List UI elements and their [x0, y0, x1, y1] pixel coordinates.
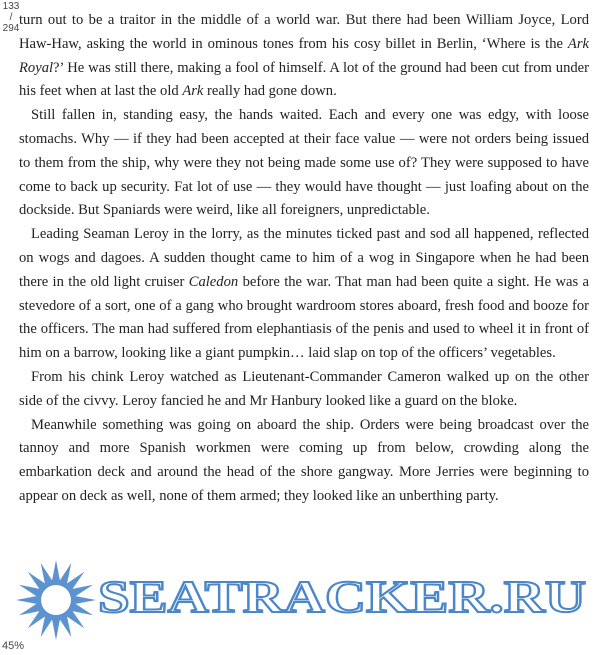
- page-number-indicator: [1, 1, 21, 34]
- text-run: before the war. That man had been quite a sight. He was a stevedore of a sort, one of a gang who brought wardroom stores aboard, fresh food and booze for the officers. The man had suffered from elephantiasis of the penis and used to wheel it in front of him on a barrow, looking like a giant pumpkin… laid slap on top of the officers’ vegetables.: [19, 273, 589, 362]
- paragraph: [19, 414, 589, 509]
- italic-title: Ark: [182, 83, 204, 100]
- reading-progress: 45%: [2, 640, 25, 652]
- text-run: turn out to be a traitor in the middle of a world war. But there had been William Joyce, Lord Haw-Haw, asking the world in ominous tones from his cosy billet in Berlin, ‘Where is the: [19, 12, 589, 52]
- page-number-separator: /: [9, 12, 13, 23]
- watermark: [0, 556, 603, 646]
- total-page-count: 294: [2, 23, 20, 34]
- text-run: really had gone down.: [203, 83, 337, 100]
- current-page-number: 133: [2, 1, 20, 12]
- italic-title: Caledon: [188, 273, 239, 290]
- text-run: From his chink Leroy watched as Lieutenant-Commander Cameron walked up on the other side of the civvy. Leroy fancied he and Mr Hanbury looked like a guard on the bloke.: [19, 368, 589, 409]
- sun-burst-rays: [16, 560, 96, 640]
- watermark-text: SEATRACKER.RU: [98, 571, 586, 622]
- reading-text-area: [19, 9, 589, 509]
- paragraph: [19, 223, 589, 366]
- paragraph: [19, 366, 589, 414]
- sun-burst-core: [41, 585, 71, 615]
- text-run: ?’ He was still there, making a fool of himself. A lot of the ground had been cut from under his feet when at last the old: [19, 59, 589, 100]
- italic-title: Ark Royal: [19, 35, 589, 76]
- text-run: Meanwhile something was going on aboard the ship. Orders were being broadcast over the tannoy and more Spanish workmen were coming up from below, crowding along the embarkation deck and around the head of the shore gangway. More Jerries were beginning to appear on deck as well, none of them armed; they looked like an unberthing party.: [19, 416, 589, 504]
- text-run: Leading Seaman Leroy in the lorry, as the minutes ticked past and sod all happened, reflected on wogs and dagoes. A sudden thought came to him of a wog in Singapore when he had been there in the old light cruiser: [19, 226, 589, 290]
- paragraph: [19, 104, 589, 223]
- sun-burst-icon: [16, 560, 96, 640]
- text-run: Still fallen in, standing easy, the hands waited. Each and every one was edgy, with loose stomachs. Why — if they had been accepted at their face value — were not orders being issued to them from the ship, why were they not being made some use of? They were supposed to have come to back up security. Fat lot of use — they would have thought — just loafing about on the dockside. But Spaniards were weird, like all foreigners, unpredictable.: [19, 107, 589, 219]
- paragraph: [19, 9, 589, 104]
